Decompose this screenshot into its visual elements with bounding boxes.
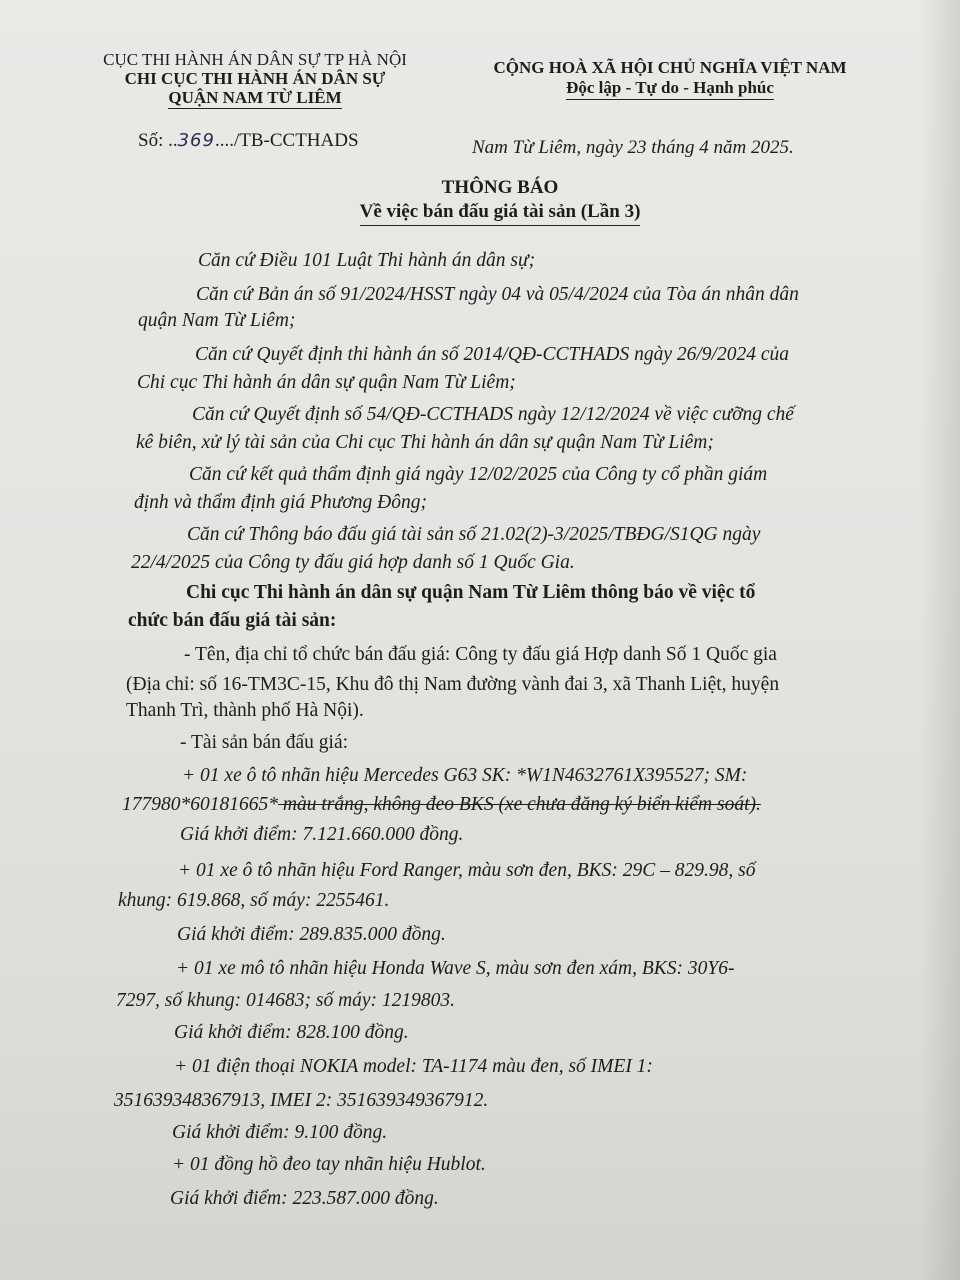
basis-line: Chi cục Thi hành án dân sự quận Nam Từ Liêm; — [137, 372, 516, 393]
starting-price: Giá khởi điểm: 828.100 đồng. — [174, 1022, 409, 1043]
asset-item-line: + 01 xe ô tô nhãn hiệu Mercedes G63 SK: *W1N4632761X395527; SM: — [182, 765, 748, 786]
doc-number-prefix: Số: .. — [138, 130, 178, 151]
basis-line: định và thẩm định giá Phương Đông; — [134, 492, 427, 513]
title-sub: Về việc bán đấu giá tài sản (Lần 3) — [360, 200, 641, 226]
document-place-date: Nam Từ Liêm, ngày 23 tháng 4 năm 2025. — [472, 137, 794, 158]
asset-item-line: 351639348367913, IMEI 2: 351639349367912. — [114, 1090, 489, 1111]
announcement-line: chức bán đấu giá tài sản: — [128, 610, 337, 631]
struck-text: màu trắng, không đeo BKS (xe chưa đăng ký biển kiểm soát). — [278, 794, 761, 815]
announcement-line: Chi cục Thi hành án dân sự quận Nam Từ Liêm thông báo về việc tổ — [186, 582, 756, 603]
starting-price: Giá khởi điểm: 7.121.660.000 đồng. — [180, 824, 464, 845]
basis-line: Căn cứ Quyết định thi hành án số 2014/QĐ-CCTHADS ngày 26/9/2024 của — [195, 344, 789, 365]
title-main: THÔNG BÁO — [441, 177, 559, 198]
starting-price: Giá khởi điểm: 223.587.000 đồng. — [170, 1188, 439, 1209]
basis-line: Căn cứ Bản án số 91/2024/HSST ngày 04 và 05/4/2024 của Tòa án nhân dân — [196, 284, 799, 305]
basis-line: Căn cứ Thông báo đấu giá tài sản số 21.02(2)-3/2025/TBĐG/S1QG ngày — [187, 524, 761, 545]
doc-number-suffix: ..../TB-CCTHADS — [214, 130, 359, 151]
doc-number-handwritten: 369 — [177, 130, 215, 151]
starting-price: Giá khởi điểm: 9.100 đồng. — [172, 1122, 388, 1143]
nation-title: CỘNG HOÀ XÃ HỘI CHỦ NGHĨA VIỆT NAM — [493, 58, 847, 77]
asset-item-line: + 01 xe ô tô nhãn hiệu Ford Ranger, màu sơn đen, BKS: 29C – 829.98, số — [178, 860, 756, 881]
basis-line: Căn cứ Điều 101 Luật Thi hành án dân sự; — [198, 250, 536, 271]
asset-item-line: 7297, số khung: 014683; số máy: 1219803. — [116, 990, 456, 1011]
basis-line: quận Nam Từ Liêm; — [138, 310, 296, 331]
basis-line: Căn cứ kết quả thẩm định giá ngày 12/02/2025 của Công ty cổ phần giám — [189, 464, 768, 485]
basis-line: Căn cứ Quyết định số 54/QĐ-CCTHADS ngày 12/12/2024 về việc cưỡng chế — [192, 404, 794, 425]
organizer-line: - Tên, địa chỉ tổ chức bán đấu giá: Công ty đấu giá Hợp danh Số 1 Quốc gia — [184, 644, 777, 665]
asset-item-line: + 01 đồng hồ đeo tay nhãn hiệu Hublot. — [172, 1154, 486, 1175]
organizer-line: Thanh Trì, thành phố Hà Nội). — [126, 700, 364, 721]
asset-item-line: + 01 điện thoại NOKIA model: TA-1174 màu đen, số IMEI 1: — [174, 1056, 653, 1077]
agency-line-1: CỤC THI HÀNH ÁN DÂN SỰ TP HÀ NỘI — [103, 50, 407, 69]
agency-line-2: CHI CỤC THI HÀNH ÁN DÂN SỰ — [124, 69, 386, 88]
asset-item-line: khung: 619.868, số máy: 2255461. — [118, 890, 390, 911]
basis-line: kê biên, xử lý tài sản của Chi cục Thi hành án dân sự quận Nam Từ Liêm; — [136, 432, 714, 453]
basis-line: 22/4/2025 của Công ty đấu giá hợp danh số 1 Quốc Gia. — [131, 552, 575, 573]
asset-item-line — [122, 794, 761, 816]
organizer-line: (Địa chỉ: số 16-TM3C-15, Khu đô thị Nam đường vành đai 3, xã Thanh Liệt, huyện — [126, 674, 780, 695]
starting-price: Giá khởi điểm: 289.835.000 đồng. — [177, 924, 446, 945]
assets-heading: - Tài sản bán đấu giá: — [180, 732, 349, 753]
agency-line-3: QUẬN NAM TỪ LIÊM — [168, 88, 342, 107]
nation-motto: Độc lập - Tự do - Hạnh phúc — [566, 78, 774, 100]
asset-item-line: + 01 xe mô tô nhãn hiệu Honda Wave S, màu sơn đen xám, BKS: 30Y6- — [176, 958, 735, 979]
asset-item-text: 177980*60181665* — [122, 794, 278, 815]
